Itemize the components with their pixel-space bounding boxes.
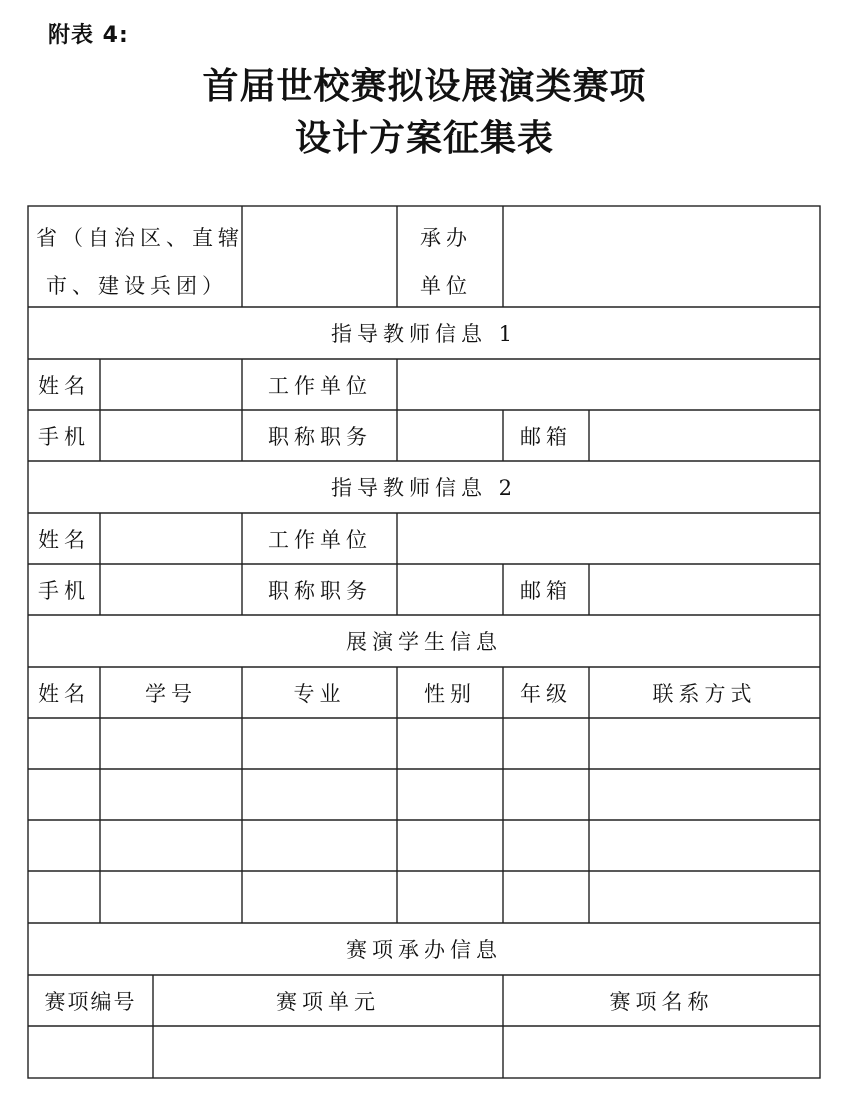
form-title-line-1: 首届世校赛拟设展演类赛项 [202,66,647,107]
province-label-line-1: 省（自治区、直辖 [36,226,244,250]
teacher-2-section-header: 指导教师信息 2 [330,476,518,500]
student-column-grade: 年级 [520,681,572,706]
province-label-line-2: 市、建设兵团） [46,274,228,298]
form-title-line-2: 设计方案征集表 [294,118,554,159]
students-section-header: 展演学生信息 [346,630,502,654]
teacher-2-phone-label: 手机 [38,578,90,603]
teacher-1-name-label: 姓名 [38,373,90,398]
student-row-1[interactable] [29,719,819,768]
student-column-name: 姓名 [38,681,90,706]
teacher-1-email-label: 邮箱 [520,424,572,449]
host-unit-input[interactable] [504,207,819,306]
student-row-4[interactable] [29,872,819,922]
student-column-gender: 性别 [424,681,476,706]
teacher-1-section-header: 指导教师信息 1 [330,322,518,346]
event-unit-input[interactable] [154,1027,502,1077]
teacher-1-name-input[interactable] [101,360,241,409]
student-column-major: 专业 [293,681,346,706]
province-label [36,212,244,306]
host-unit-label [420,212,500,306]
event-section-header: 赛项承办信息 [346,938,502,962]
teacher-2-work-unit-label: 工作单位 [268,527,372,552]
student-column-id: 学号 [145,681,197,706]
event-column-code: 赛项编号 [44,989,137,1014]
annex-label: 附表 4: [48,23,129,48]
teacher-2-name-input[interactable] [101,514,241,563]
teacher-2-work-unit-input[interactable] [398,514,819,563]
teacher-1-work-unit-input[interactable] [398,360,819,409]
host-unit-label-line-2: 单位 [420,274,472,298]
teacher-1-title-label: 职称职务 [268,424,372,449]
teacher-2-title-label: 职称职务 [268,578,372,603]
teacher-2-email-label: 邮箱 [520,578,572,603]
teacher-2-phone-input[interactable] [101,565,241,614]
province-input[interactable] [243,207,396,306]
event-name-input[interactable] [504,1027,819,1077]
teacher-2-title-input[interactable] [398,565,502,614]
student-row-2[interactable] [29,770,819,819]
teacher-1-email-input[interactable] [590,411,819,460]
student-column-contact: 联系方式 [652,681,757,706]
teacher-2-name-label: 姓名 [38,527,90,552]
host-unit-label-line-1: 承办 [420,226,472,250]
teacher-1-work-unit-label: 工作单位 [268,373,372,398]
teacher-2-email-input[interactable] [590,565,819,614]
event-column-unit: 赛项单元 [276,989,380,1014]
event-column-name: 赛项名称 [609,989,714,1014]
event-code-input[interactable] [29,1027,152,1077]
teacher-1-title-input[interactable] [398,411,502,460]
student-row-3[interactable] [29,821,819,870]
teacher-1-phone-input[interactable] [101,411,241,460]
teacher-1-phone-label: 手机 [38,424,90,449]
